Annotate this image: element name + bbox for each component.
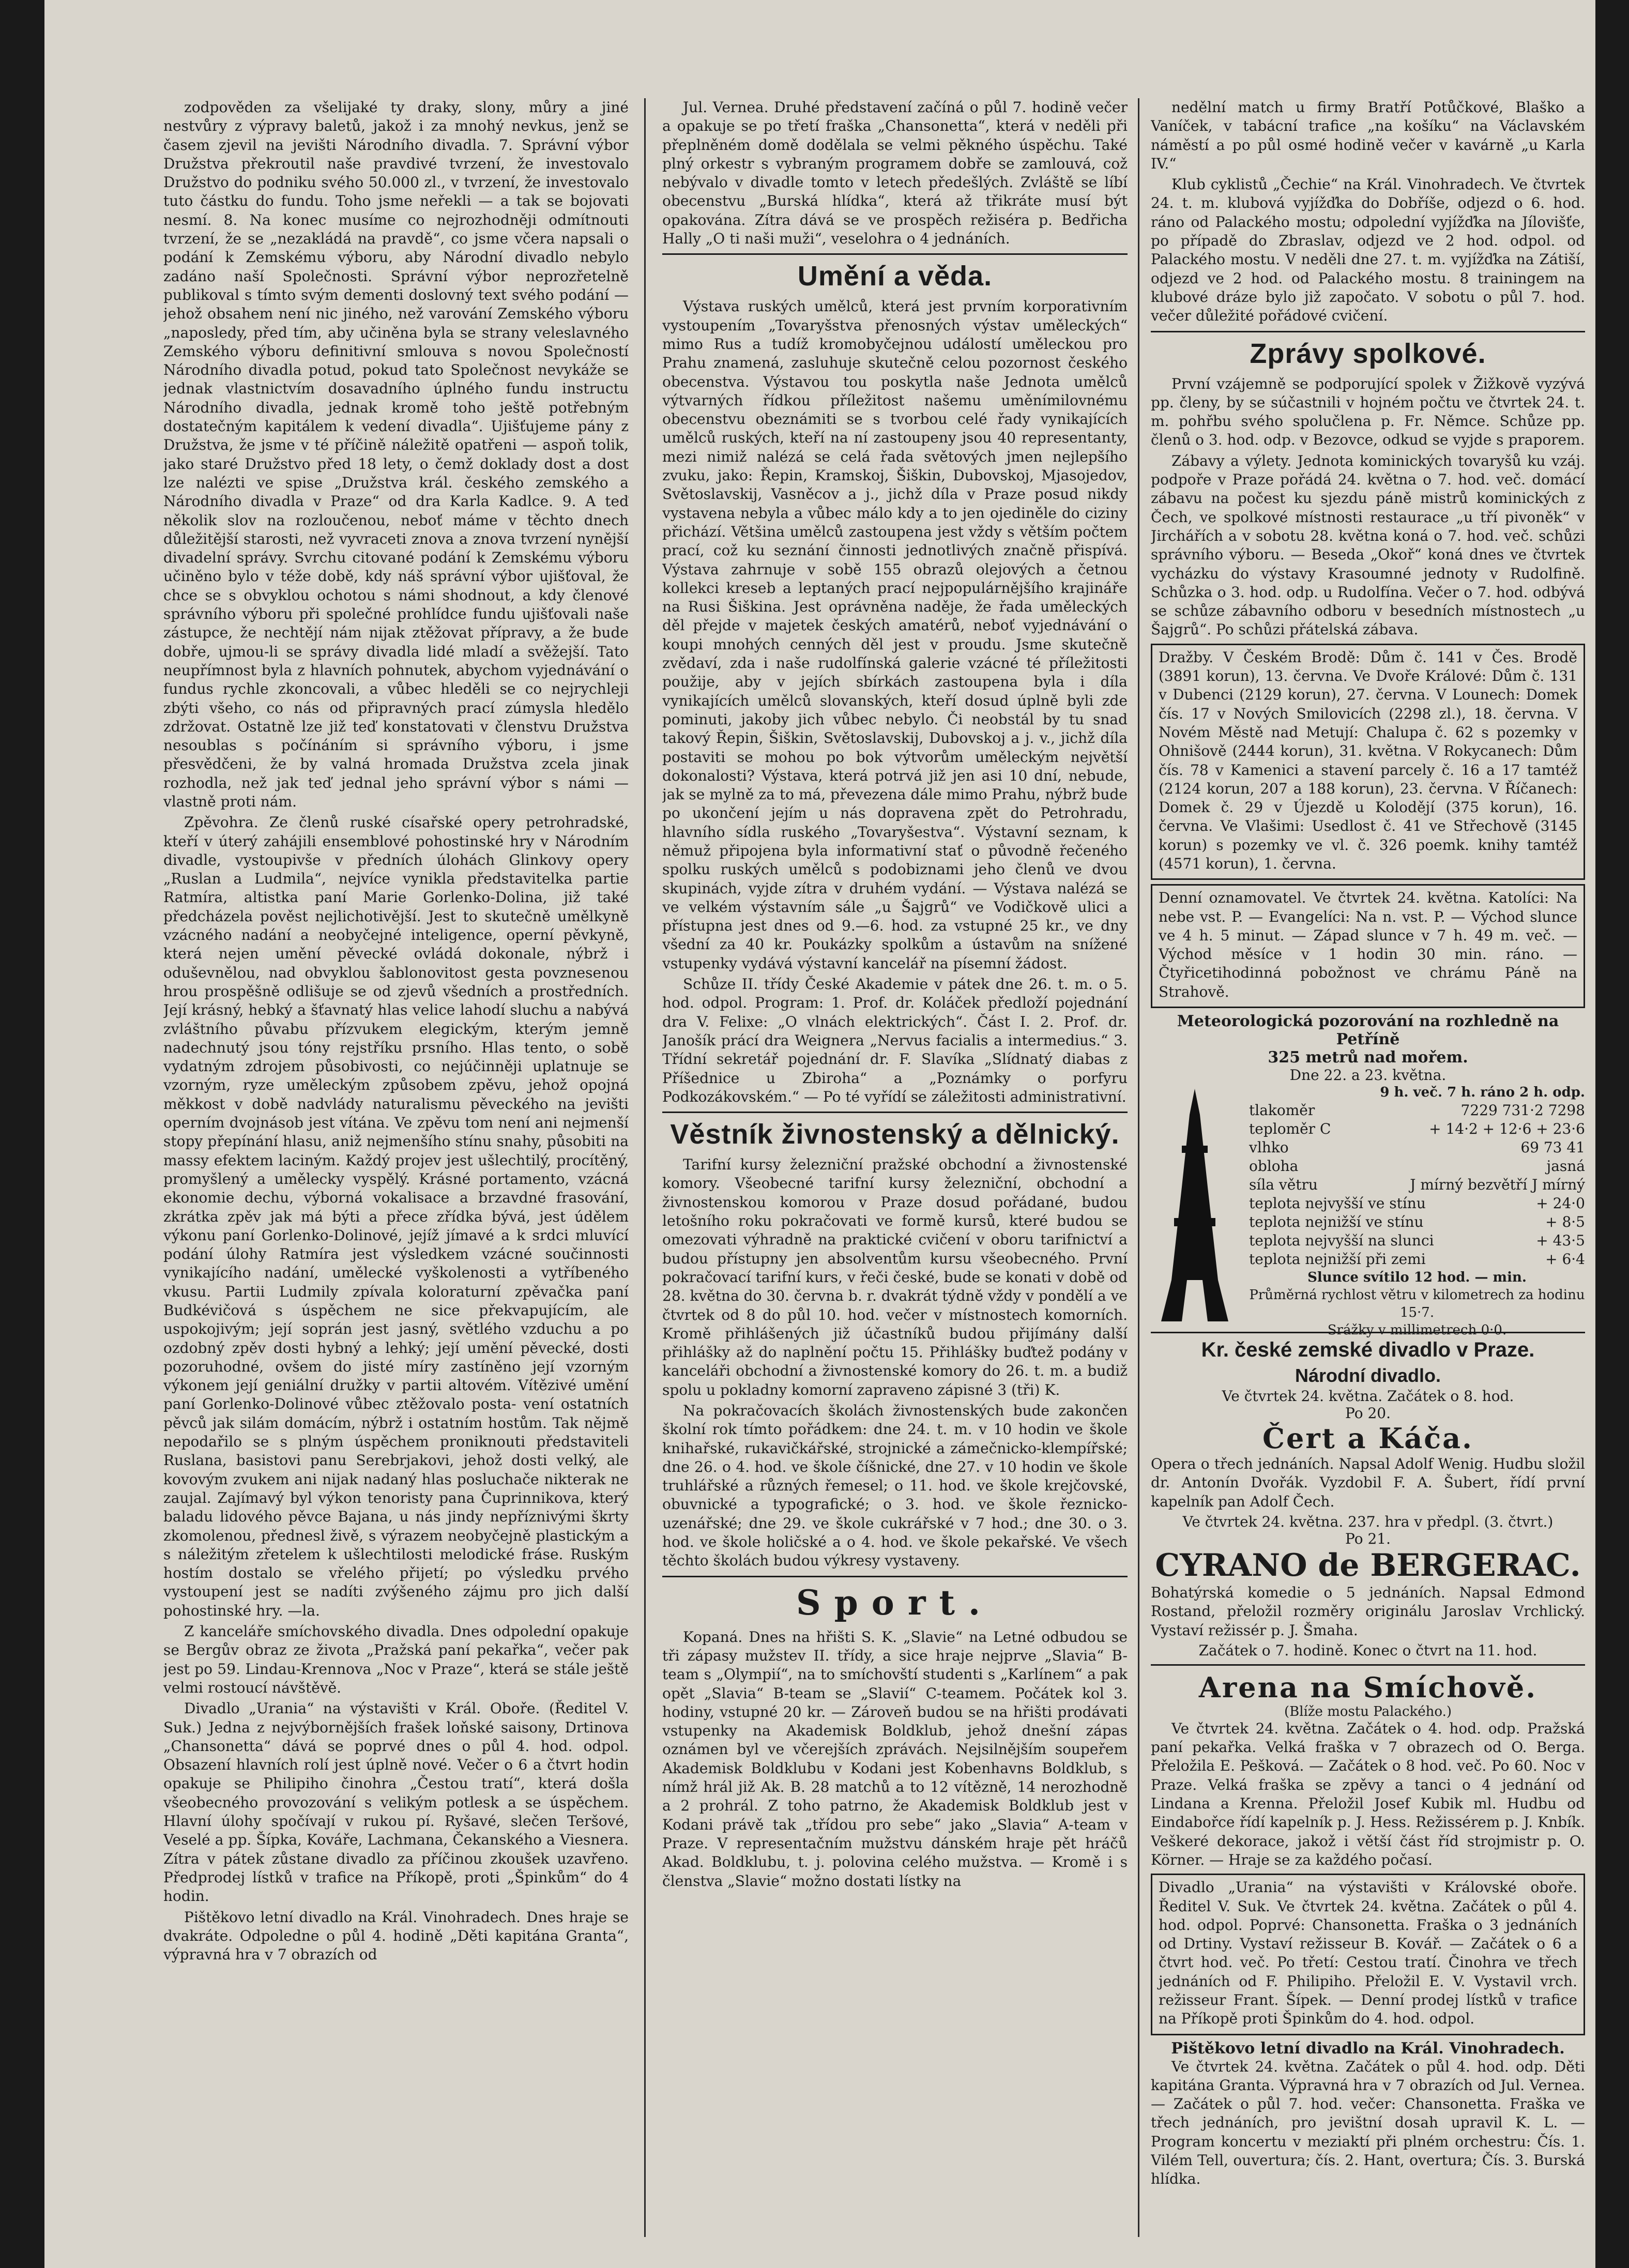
article-paragraph: Jul. Vernea. Druhé představení začíná o půl 7. hodině večer a opakuje se po třetí fraška „Chansonetta“, která v neděli při přeplněném domě dodělala se velmi pěkného úspěchu. Také plný orkestr s vybraným programem dobře se zamlouvá, což nebývalo v divadle tomto v letech předešlých. Zvláště se líbí obecenstvu „Burská hlídka“, která až třikráte musí být opakována. Zítra dává se ve prospěch režiséra p. Bedřicha Hally „O ti naši muži“, veselohra o 4 jednáních.: [662, 99, 1128, 248]
meteo-section: [1151, 1012, 1585, 1338]
article-paragraph: nedělní match u firmy Bratří Potůčkové, Blaško a Vaníček, v tabácní trafice „na košíku“ na Václavském náměstí a po půl osmé hodině večer v kavárně „u Karla IV.“: [1151, 99, 1585, 172]
meteo-row-values: J mírný bezvětří J mírný: [1410, 1176, 1585, 1194]
meteo-row-label: teplota nejvyšší ve stínu: [1249, 1195, 1426, 1212]
meteo-row: [1249, 1120, 1585, 1138]
meteo-row-label: teploměr C: [1249, 1120, 1331, 1138]
meteo-row: [1249, 1176, 1585, 1194]
meteo-row-label: teplota nejnižší ve stínu: [1249, 1213, 1424, 1231]
play-description: Ve čtvrtek 24. května. Začátek o 4. hod. odp. Pražská paní pekařka. Velká fraška v 7 obrazech od O. Berga. Přeložila E. Pešková. — Začátek o 8 hod. več. Po 60. Noc v Praze. Velká fraška se zpěvy a tanci o 4 jednání od Lindana a Krenna. Přeložil Josef Kubik ml. Hudbu od Eindabořce řídí kapelník p. J. Hess. Režissérem p. J. Knbík. Veškeré dekorace, jakož i větší část říd strojmistr p. O. Körner. — Hraje se za každého počasí.: [1151, 1719, 1585, 1868]
section-heading-sport: Sport.: [796, 1582, 994, 1623]
meteo-row: [1249, 1101, 1585, 1120]
meteo-header: 9 h. več. 7 h. ráno 2 h. odp.: [1380, 1085, 1585, 1101]
meteo-row-values: + 6·4: [1545, 1251, 1585, 1268]
rule-divider: [1151, 331, 1585, 332]
rule-divider: [662, 253, 1128, 255]
meteo-row-label: teplota nejnižší při zemi: [1249, 1251, 1426, 1268]
article-paragraph: zodpověden za všelijaké ty draky, slony, můry a jiné nestvůry z výpravy baletů, jakož i za mnohý nevkus, jenž se časem zjevil na jevišti Národního divadla. 7. Správní výbor Družstva překroutil naše pravdivé tvrzení, že investovalo Družstvo do podniku svého 50.000 zl., v tvrzení, že investovalo tuto částku do fundu. Toho jsme neřekli — a tak se bojovati nesmí. 8. Na konec musíme co nejrozhodněji odmítnouti tvrzení, že se „nezakládá na pravdě“, co jsme včera napsali o podání k Zemskému výboru, aby Národní divadlo nebylo zadáno naší Společnosti. Správní výbor neprozřetelně publikoval s tímto svým dementi doslovný text svého podání — jehož obsahem není nic jiného, než varování Zemského výboru „naposledy, před tím, aby učiněna byla se strany veleslavného Zemského výboru definitivní smlouva s novou Společností Národního divadla potud, pokud tato Společnost nevykáže se jednak vlastnictvím dosavadního úplného fundu instructu Národního divadla, jednak kromě toho ještě potřebným dostatečným kapitálem k vedení divadla“. Ujišťujeme pány z Družstva, že jsme v té příčině náležitě opatřeni — aspoň tolik, jako staré Družstvo před 18 lety, o čemž doklady dost a dost lze nalézti ve spise „Družstva král. českého zemského a Národního divadla v Praze“ od dra Karla Kadlce. 9. A teď několik slov na rozloučenou, neboť máme v těchto dnech důležitější starosti, než vyvraceti znova a znova tvrzení nynější divadelní správy. Svrchu citované podání k Zemskému výboru učiněno bylo v téže době, kdy náš správní výbor ujišťoval, že chce se s obvyklou ochotou s námi shodnout, a kdy členové správního výboru při společné prohlídce fundu ujišťovali naše zástupce, že nechtějí nám nijak ztěžovat přípravy, a že bude dobře, ujmou-li se správy divadla lidé mladí a svěžejší. Tato neupřímnost byla z hlavních pohnutek, abychom vyjednávání o fundus rychle zkoncovali, a vůbec hleděli se co nejrychleji zbýti všeho, co nás od připravných prací zúmysla hledělo zdržovat. Ostatně lze již teď konstatovati v členstvu Družstva nesoublas s počínáním si správního výboru, i jsme přesvědčeni, že by valná hromada Družstva zcela jinak rozhodla, než jak teď jednal jeho správní výbor s námi — vlastně proti nám.: [163, 99, 629, 810]
article-paragraph: Z kanceláře smíchovského divadla. Dnes odpolední opakuje se Bergův obraz ze života „Pražská paní pekařka“, večer pak jest po 59. Lindau-Krennova „Noc v Praze“, která se stále ještě velmi rostoucí návštěvě.: [163, 1623, 629, 1696]
article-paragraph: Klub cyklistů „Čechie“ na Král. Vinohradech. Ve čtvrtek 24. t. m. klubová vyjížďka do Dobříše, odjezd o 6. hod. ráno od Palackého mostu; odpolední vyjížďka na Jílovišťe, po případě do Zbraslav, odjezd ve 2 hod. odpol. od Palackého mostu. V neděli dne 27. t. m. vyjížďka na Zátiší, odjezd ve 2 hod. od Palackého mostu. 8 trainingem na klubové dráze bylo již započato. V sobotu o půl 7. hod. večer důležité pořádové cvičení.: [1151, 176, 1585, 325]
section-heading-arts: Umění a věda.: [797, 261, 993, 292]
theatre-heading: Arena na Smíchově.: [1198, 1670, 1537, 1704]
urania-box: [1151, 1874, 1585, 2035]
theatre-date-line: Ve čtvrtek 24. května. 237. hra v předpl. (3. čtvrt.): [1182, 1513, 1554, 1530]
meteo-row-label: síla větru: [1249, 1176, 1318, 1194]
theatre-subheading: (Blíže mostu Palackého.): [1284, 1703, 1452, 1719]
rule-divider: [1151, 1664, 1585, 1666]
meteo-row-label: obloha: [1249, 1158, 1299, 1175]
meteo-title: Meteorologická pozorování na rozhledně na Petříně: [1177, 1012, 1559, 1049]
theatre-subscription: Po 21.: [1345, 1530, 1391, 1547]
meteo-row: [1249, 1250, 1585, 1269]
column-middle: [662, 98, 1128, 2237]
petrin-tower-image: [1151, 1084, 1239, 1327]
meteo-precip: Srážky v millimetrech 0·0.: [1327, 1322, 1507, 1338]
meteo-row: [1249, 1231, 1585, 1250]
article-paragraph: První vzájemně se podporující spolek v Žižkově vyzývá pp. členy, by se súčastnili v hojném počtu ve čtvrtek 24. t. m. pohřbu svého spolučlena p. Fr. Němce. Schůze pp. členů o 3. hod. odp. v Bezovce, odkud se vyjde s praporem.: [1151, 375, 1585, 449]
meteo-row: [1249, 1157, 1585, 1176]
play-description: Ve čtvrtek 24. května. Začátek o půl 4. hod. odp. Děti kapitána Granta. Výpravná hra v 7 obrazích od Jul. Vernea. — Začátek o půl 7. hod. večer: Chansonetta. Fraška ve třech jednáních, pro jevištní dosah upravil K. L. — Program koncertu v meziaktí při plném orchestru: Čís. 1. Vilém Tell, ouvertura; čís. 2. Hant, overtura; Čís. 3. Burská hlídka.: [1151, 2058, 1585, 2188]
meteo-subtitle: 325 metrů nad mořem.: [1268, 1048, 1468, 1067]
article-paragraph: Tarifní kursy železniční pražské obchodní a živnostenské komory. Všeobecné tarifní kursy železniční, obchodní a živnostenskou komorou v Praze dosud pořádané, budou letošního roku pokračovati ve formě kursů, které budou se omezovati výhradně na praktické cvičení v oboru tarifnictví a budou přístupny jen absolventům kursu všeobecného. První pokračovací tarifní kurs, v řeči české, bude se konati v době od 28. května do 30. června b. r. dvakrát týdně vždy v pondělí a ve čtvrtek od 8 do půl 10. hod. večer v místnostech komorních. Kromě přihlášených již účastníků budou přijímány další přihlášky až do naplnění počtu 15. Přihlášky buďtež podány v kanceláři obchodní a živnostenské komory do 26. t. m. a budiž spolu u pokladny komorní zapraveno zápisné 3 (tři) K.: [662, 1156, 1128, 1398]
meteo-row-label: tlakoměr: [1249, 1102, 1315, 1119]
article-paragraph: Schůze II. třídy České Akademie v pátek dne 26. t. m. o 5. hod. odpol. Program: 1. Prof. dr. Koláček předloží pojednání dra V. Felixe: „O vlnách elektrických“. Část I. 2. Prof. dr. Janošík prácí dra Weignera „Nervus facialis a intermedius.“ 3. Třídní sekretář pojednání dr. F. Slavíka „Slídnatý diabas z Příšednice u Zbiroha“ a „Poznámky o porfyru Podkozákovském.“ — Po té vyřídí se záležitosti administrativní.: [662, 976, 1128, 1105]
article-paragraph: Zpěvohra. Ze členů ruské císařské opery petrohradské, kteří v úterý zahájili ensemblové pohostinské hry v Národním divadle, vystoupivše v předních úlohách Glinkovy opery „Ruslan a Ludmila“, nejvíce vynikla představitelka partie Ratmíra, altistka paní Marie Gorlenko-Dolina, již také předcházela pověst nejlichotivější. Jest to skutečně umělkyně vzácného nadání a neobyčejné inteligence, operní pěvkyně, která nejen umění pěvecké ovládá dokonale, nýbrž i oduševnělou, nad obvyklou šablonovitost gesta povznesenou hrou prospěšně odlišuje se od zjevů všedních a prostředních. Její krásný, hebký a šťavnatý hlas velice lahodí sluchu a nabývá zvláštního půvabu přízvukem elegickým, kterým jemně nadechnutý jsou tóny rejstříku prsního. Hlas tento, o sobě vydatným zdrojem působivosti, co nejúčinněji uplatnuje se vzorným, ryze uměleckým způsobem zpěvu, jehož opojná měkkost v době nadvlády naturalismu pěveckého na jevišti operním dvojnásob jest vítána. Ve zpěvu tom není ani nejmenší stopy přepínání hlasu, aniž nejmenšího stínu snahy, působiti na massy efektem laciným. Každý projev jest ušlechtilý, procítěný, promyšlený a umělecky vyspělý. Krásné portamento, vzácná ekonomie dechu, výborná vokalisace a brzavdné frasování, zkrátka zpěv jak má býti a přece zřídka bývá, jest údělem výkonu paní Gorlenko-Dolinové, jejíž jímavé a k srdci mluvící podání úlohy Ratmíra jest výsledkem vzácné součinnosti vynikajícího nadání, umělecké vyškolenosti a vytříbeného vkusu. Partii Ludmily zpívala koloraturní zpěvačka paní Budkévičová s úspěchem ne sice překvapujícím, ale uspokojivým; její soprán jest jasný, světlého vzduchu a po ozdobný zpěv dosti hybný a lehký; její umění pěvecké, dosti pozoruhodné, ovšem do jisté míry zastíněno její vzorným výkonem její geniální družky v partii altovém. Vítězivé umění paní Gorlenko-Dolinové vůbec ztěžovalo posta- vení ostatních pěvců jak silám domácím, nýbrž i ostatním hostům. Tak nějmě nepodařilo se s plným úspěchem proniknouti představiteli Ruslana, basistovi panu Serebrjakovi, jehož dosti velký, ale kovovým zvukem ani nijak nadaný hlas posluchače nikterak ne zaujal. Zajímavý byl výkon tenoristy pana Čuprinnikova, který baladu lidového pěvce Bajana, u nás jindy nepříznivými škrty zkomolenou, přednesl živě, s výrazem neobyčejně plastickým a s náležitým zřetelem k ušlechtilosti melodické fráse. Ruským hostím dostalo se vřelého přijetí; po výsledku prvého vystoupení jest se nadíti zvýšeného zájmu pro jich další pohostinské hry. —la.: [163, 814, 629, 1619]
meteo-row-values: + 14·2 + 12·6 + 23·6: [1429, 1120, 1585, 1138]
auctions-text: Dražby. V Českém Brodě: Dům č. 141 v Čes. Brodě (3891 korun), 13. června. Ve Dvoře Králové: Dům č. 131 v Dubenci (2129 korun), 27. června. V Lounech: Domek čís. 17 v Nových Smilovicích (2298 zl.), 18. června. V Novém Městě nad Metují: Chalupa č. 62 s pozemky v Ohnišově (2444 korun), 31. května. V Rokycanech: Dům čís. 78 v Kamenici a stavení parcely č. 16 a 17 tamtéž (2124 korun, 207 a 188 korun), 23. června. V Říčanech: Domek č. 29 v Újezdě u Kolodějí (375 korun), 16. června. Ve Vlašimi: Usedlost č. 41 ve Střechově (3145 korun) s pozemky ve vl. č. 326 poemk. knihy tamtéž (4571 korun), 1. června.: [1159, 648, 1577, 872]
article-paragraph: Na pokračovacích školách živnostenských bude zakončen školní rok tímto pořádkem: dne 24. t. m. v 10 hodin ve škole knihařské, rukavičkářské, strojnické a zámečnicko-klempířské; dne 26. o 4. hod. ve škole číšnické, dne 27. v 10 hodin ve škole truhlářské a různých řemesel; o 11. hod. ve škole krejčovské, obuvnické a typografické; o 3. hod. ve škole řeznicko-uzenářské; dne 29. ve škole cukrářské v 7 hod.; dne 30. o 3. hod. ve škole holičské a o 4. hod. ve škole pekařské. Ve všech těchto školách budou výkresy vystaveny.: [662, 1402, 1128, 1570]
meteo-wind: Průměrná rychlost větru v kilometrech za hodinu 15·7.: [1249, 1287, 1585, 1321]
auctions-box: [1151, 644, 1585, 880]
play-description: Opera o třech jednáních. Napsal Adolf Wenig. Hudbu složil dr. Antonín Dvořák. Vyzdobil F. A. Šubert, řídí první kapelník pan Adolf Čech.: [1151, 1455, 1585, 1510]
meteo-row-values: + 43·5: [1536, 1232, 1585, 1250]
article-paragraph: Zábavy a výlety. Jednota kominických tovaryšů ku vzáj. podpoře v Praze pořádá 24. května o 7. hod. več. domácí zábavu na počest ku sjezdu páně mistrů kominických z Čech, ve spolkové místnosti restaurace „u tří pivoněk“ v Jirchářích a v sobotu 28. května koná o 7. hod. več. schůzi správního výboru. — Beseda „Okoř“ koná dnes ve čtvrtek vycházku do výstavy Krasoumné jednoty v Rudolfině. Schůzka o 3. hod. odp. u Rudolfína. Večer o 7. hod. odbývá se schůze zábavního odboru v besedních místnostech „u Šajgrů“. Po schůzi přátelská zábava.: [1151, 452, 1585, 638]
play-title: CYRANO de BERGERAC.: [1155, 1547, 1581, 1584]
article-paragraph: Pištěkovo letní divadlo na Král. Vinohradech. Dnes hraje se dvakráte. Odpoledne o půl 4. hodině „Děti kapitána Granta“, výpravná hra v 7 obrazích od: [163, 1908, 629, 1963]
theatre-heading: Kr. české zemské divadlo v Praze.: [1201, 1338, 1535, 1362]
meteo-row: [1249, 1138, 1585, 1157]
rule-divider: [662, 1112, 1128, 1113]
article-paragraph: Divadlo „Urania“ na výstavišti v Král. Oboře. (Ředitel V. Suk.) Jedna z nejvýbornějších frašek loňské saisony, Drtinova „Chansonetta“ dává se poprvé dnes o půl 4. hod. odpol. Obsazení hlavních rolí jest úplně nové. Večer o 6 a čtvrt hodin opakuje se Philipiho činohra „Čestou tratí“, která došla všeobecného provozování s velikým potlesk a se úspěchem. Hlavní úlohy spočívají v rukou pí. Ryšavé, slečen Teršové, Veselé a pp. Šípka, Kováře, Lachmana, Čekanského a Viesnera. Zítra v pátek zůstane divadlo za příčinou zkoušek uzavřeno. Předprodej lístků v trafice na Příkopě, proti „Špinkům“ do 4 hodin.: [163, 1700, 629, 1905]
meteo-row-values: 69 73 41: [1520, 1139, 1585, 1156]
play-description: Bohatýrská komedie o 5 jednáních. Napsal Edmond Rostand, přeložil rozměry originálu Jaroslav Vrchlický. Vystaví režissér p. J. Šmaha.: [1151, 1584, 1585, 1639]
meteo-data: [1249, 1084, 1585, 1339]
daily-notice-text: Denní oznamovatel. Ve čtvrtek 24. května. Katolíci: Na nebe vst. P. — Evangelíci: Na n. vst. P. — Východ slunce ve 4 h. 5 minut. — Západ slunce v 7 h. 49 m. več. — Východ měsíce v 1 hodin 30 min. ráno. — Čtyřicetihodinná pobožnost ve chrámu Páně na Strahově.: [1159, 889, 1577, 1000]
urania-text: Divadlo „Urania“ na výstavišti v Královské oboře. Ředitel V. Suk. Ve čtvrtek 24. května. Začátek o půl 4. hod. odpol. Poprvé: Chansonetta. Fraška o 3 jednáních od Drtiny. Vystaví režisseur B. Kovář. — Začátek o 6 a čtvrt hod. več. Po třetí: Cestou tratí. Činohra ve třech jednáních od F. Philipiho. Přeložil E. V. Vystavil vrch. režisseur Frant. Šípek. — Denní prodej lístků v trafice na Příkopě proti Špinkům do 4. hod. odpol.: [1159, 1879, 1577, 2028]
theatre-time-line: Začátek o 7. hodině. Konec o čtvrt na 11. hod.: [1198, 1641, 1537, 1659]
meteo-row-values: + 8·5: [1545, 1213, 1585, 1231]
column-divider: [1138, 98, 1139, 2237]
section-heading-clubs: Zprávy spolkové.: [1250, 338, 1486, 369]
daily-notice-box: [1151, 884, 1585, 1008]
meteo-row-label: teplota nejvyšší na slunci: [1249, 1232, 1434, 1250]
meteo-row: [1249, 1213, 1585, 1231]
article-paragraph: Výstava ruských umělců, která jest prvním korporativním vystoupením „Tovaryšstva přenosných výstav uměleckých“ mimo Rus a tudíž kromobyčejnou událostí uměleckou pro Prahu znamená, zasluhuje skutečně celou pozornost českého obecenstva. Výstavou tou poskytla naše Jednota umělců výtvarných řídkou příležitost našemu uměnímilovnému obecenstvu obeznámiti se s tvorbou celé řady vynikajících umělců ruských, kteří na ní zastoupeny jsou 40 representanty, mezi nimiž nalézá se celá řada světových jmen nejlepšího zvuku, jako: Řepin, Kramskoj, Šiškin, Dubovskoj, Mjasojedov, Světoslavskij, Vasněcov a j., jichž díla v Praze posud nikdy vystavena nebyla a vůbec málo kdy a to jen ojediněle do ciziny přichází. Většina umělců zastoupena jest vždy s větším počtem prací, což ku seznání činnosti jednotlivých značně přispívá. Výstava zahrnuje v sobě 155 obrazů olejových a četnou kollekci kreseb a leptaných prací nejpopulárnějšího krajináře na Rusi Šiškina. Jest oprávněna naděje, že řada uměleckých děl přejde v majetek českých amatérů, neboť vyjednávání o koupi mnohých cenných děl jest v proudu. Jsme skutečně zvědaví, zda i naše rudolfínská galerie vzácné té příležitosti použije, aby v jejích sbírkách zastoupena byla i díla vynikajících umělců slovanských, kteří dosud úplně byli zde pominuti, jakoby jich vůbec nebylo. Či neobstál by tu snad takový Řepin, Šiškin, Světoslavskij, Dubovskoj a j. v., jichž díla postaviti se mohou po bok výtvorům uměleckým největší dokonalosti? Výstava, která potrvá již jen asi 10 dní, nebude, jak se mylně za to má, převezena dále mimo Prahu, nýbrž bude po ukončení jejím u nás dopravena zpět do Petrohradu, hlavního sídla ruského „Tovaryšestva“. Výstavní seznam, k němuž připojena byla informativní stať o původně řečeného spolku ruských umělců s podobiznami jeho členů ve dvou skupinách, vyjde zítra v druhém vydání. — Výstava nalézá se ve velkém výstavním sále „u Šajgrů“ ve Vodičkově ulici a přístupna jest dnes od 9.—6. hod. za vstupné 25 kr., ve dny všední za 40 kr. Poukázky spolkům a ústavům na snížené vstupenky vydává výstavní kancelář na písemní žádost.: [662, 298, 1128, 972]
theatre-date-line: Ve čtvrtek 24. května. Začátek o 8. hod.: [1222, 1388, 1514, 1405]
meteo-rows: [1249, 1101, 1585, 1269]
meteo-sun: Slunce svítilo 12 hod. — min.: [1307, 1270, 1527, 1286]
rule-divider: [662, 1576, 1128, 1577]
column-left: [163, 98, 629, 2237]
article-paragraph: Kopaná. Dnes na hřišti S. K. „Slavie“ na Letné odbudou se tři zápasy mužstev II. třídy, a sice hraje nejprve „Slavia“ B-team s „Olympií“, na to smíchovští studenti s „Karlínem“ a pak opět „Slavia“ B-team se „Slavií“ C-teamem. Počátek kol 3. hodiny, vstupné 20 kr. — Zároveň budou se na hřišti prodávati vstupenky na Akademisk Boldklub, jehož dnešní zápas oznámen byl ve včerejších zprávách. Nejsilnějším soupeřem Akademisk Boldklubu v Kodani jest Kobenhavns Boldklub, s nímž hrál již Ak. B. 28 matchů a to 12 vítězně, 14 nerozhodně a 2 prohrál. Z toho patrno, že Akademisk Boldklub jest v Kodani právě tak „třídou pro sebe“ jako „Slavia“ A-team v Praze. V representačním mužstvu dánském hraje pět hráčů Akad. Boldklubu, t. j. polovina celého mužstva. — Kromě i s členstva „Slavie“ možno dostati lístky na: [662, 1628, 1128, 1890]
meteo-row-values: 7229 731·2 7298: [1460, 1102, 1585, 1119]
meteo-row-values: + 24·0: [1536, 1195, 1585, 1212]
theatre-heading: Pištěkovo letní divadlo na Král. Vinohradech.: [1171, 2039, 1565, 2058]
section-heading-trades: Věstník živnostenský a dělnický.: [670, 1119, 1120, 1150]
meteo-block: [1151, 1084, 1585, 1338]
column-right: [1151, 98, 1585, 2237]
theatre-subscription: Po 20.: [1345, 1405, 1391, 1422]
meteo-row-label: vlhko: [1249, 1139, 1289, 1156]
play-title: Čert a Káča.: [1262, 1422, 1473, 1455]
meteo-row: [1249, 1194, 1585, 1213]
newspaper-page: [44, 0, 1595, 2268]
meteo-row-values: jasná: [1546, 1158, 1585, 1175]
meteo-date: Dne 22. a 23. května.: [1289, 1067, 1447, 1084]
theatre-subheading: Národní divadlo.: [1295, 1365, 1441, 1387]
column-divider: [644, 98, 646, 2237]
